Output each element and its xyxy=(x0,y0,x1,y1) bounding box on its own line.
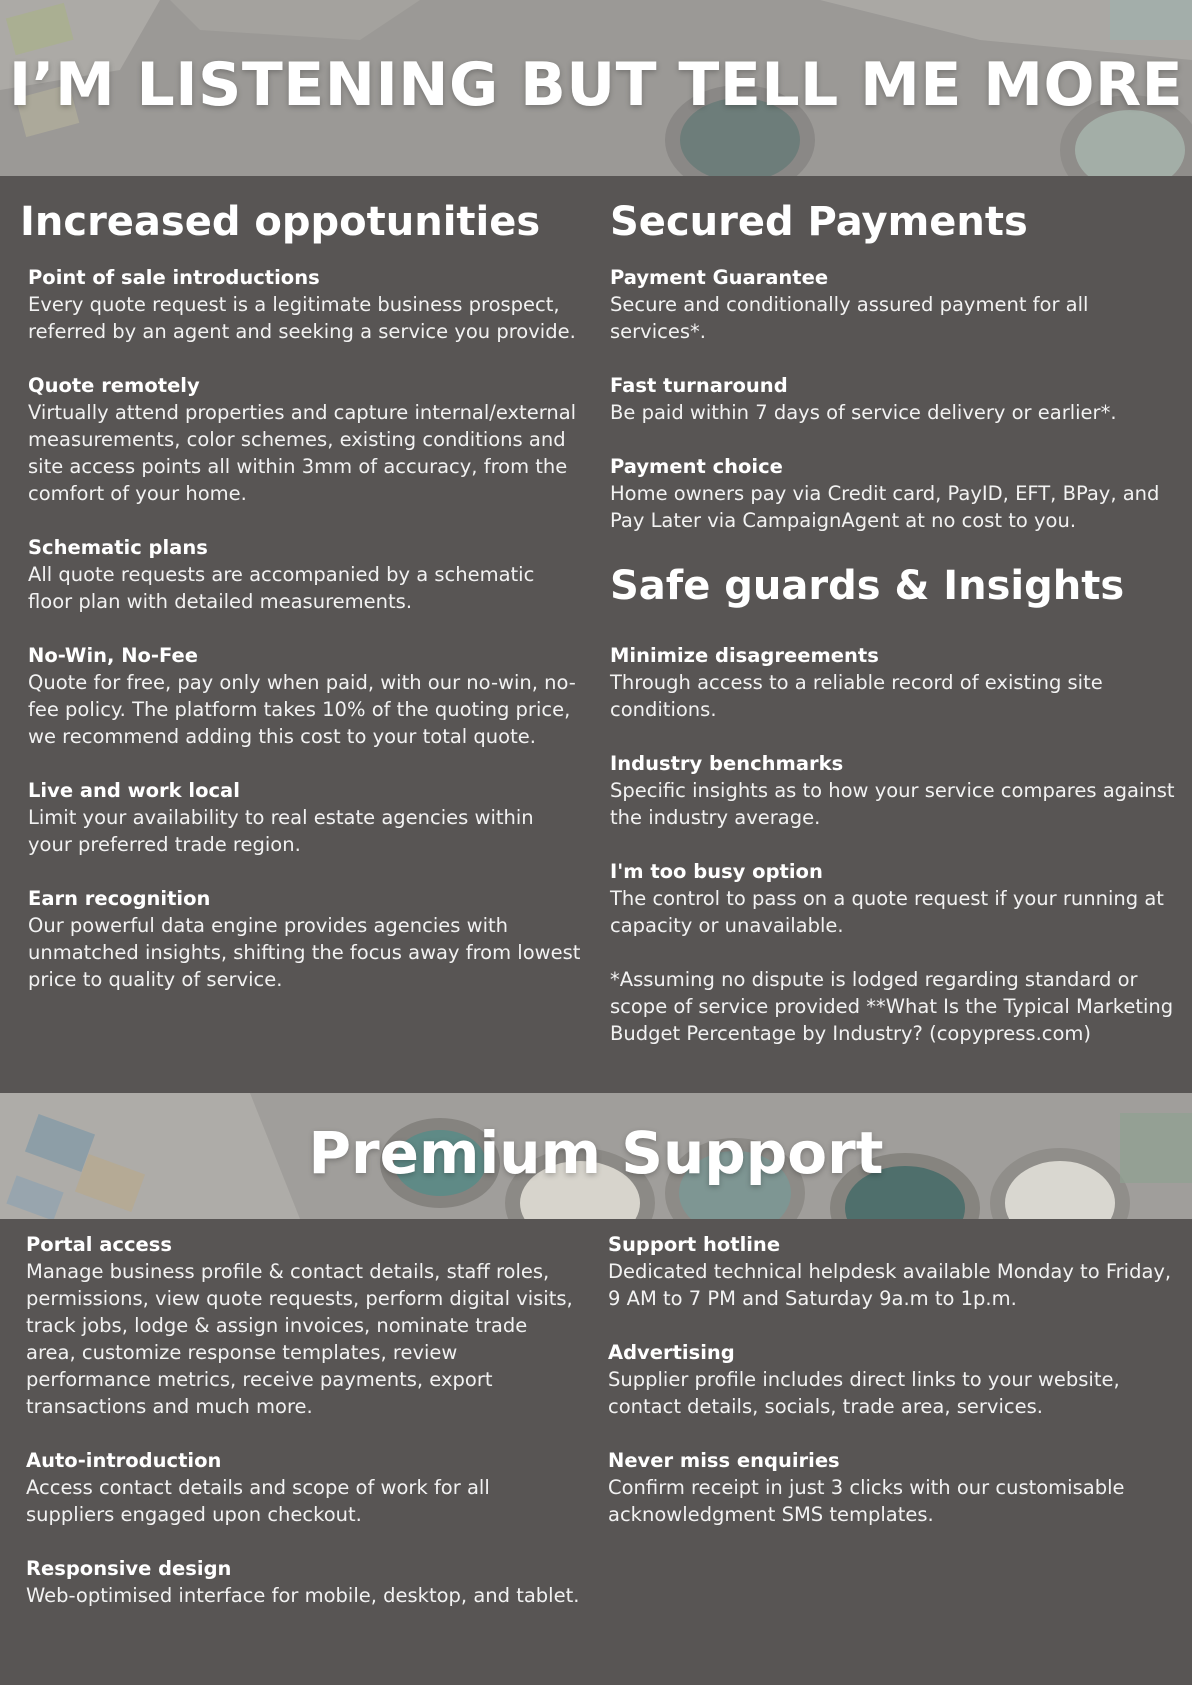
item-text: Supplier profile includes direct links to your website, contact details, socials, trade area, services. xyxy=(608,1368,1120,1418)
list-item xyxy=(28,372,583,507)
item-title: Earn recognition xyxy=(28,887,211,910)
item-text: Web-optimised interface for mobile, desktop, and tablet. xyxy=(26,1584,580,1607)
list-item xyxy=(608,1447,1188,1528)
item-title: Point of sale introductions xyxy=(28,266,320,289)
item-text: Dedicated technical helpdesk available Monday to Friday, 9 AM to 7 PM and Saturday 9a.m to 1p.m. xyxy=(608,1260,1172,1310)
safeguards-list xyxy=(610,642,1190,1047)
item-title: Quote remotely xyxy=(28,374,200,397)
item-text: Be paid within 7 days of service delivery or earlier*. xyxy=(610,401,1117,424)
list-item xyxy=(610,750,1190,831)
list-item xyxy=(608,1339,1188,1420)
list-item xyxy=(26,1447,581,1528)
item-title: Fast turnaround xyxy=(610,374,788,397)
safeguards-heading: Safe guards & Insights xyxy=(610,563,1125,609)
premium-support-right-list xyxy=(608,1231,1188,1555)
list-item xyxy=(610,858,1190,939)
item-title: Schematic plans xyxy=(28,536,208,559)
item-text: Manage business profile & contact details, staff roles, permissions, view quote requests, perform digital visits, track jobs, lodge & assign invoices, nominate trade area, customize response templates, review performance metrics, receive payments, export transactions and much more. xyxy=(26,1260,573,1418)
item-title: Advertising xyxy=(608,1341,735,1364)
item-text: All quote requests are accompanied by a schematic floor plan with detailed measurements. xyxy=(28,563,535,613)
item-title: Responsive design xyxy=(26,1557,232,1580)
list-item xyxy=(28,885,583,993)
list-item xyxy=(610,453,1190,534)
item-text: Secure and conditionally assured payment for all services*. xyxy=(610,293,1089,343)
item-title: I'm too busy option xyxy=(610,860,823,883)
item-title: Industry benchmarks xyxy=(610,752,844,775)
item-text: Every quote request is a legitimate business prospect, referred by an agent and seeking a service you provide. xyxy=(28,293,576,343)
item-text: Home owners pay via Credit card, PayID, EFT, BPay, and Pay Later via CampaignAgent at no cost to you. xyxy=(610,482,1160,532)
item-text: Access contact details and scope of work for all suppliers engaged upon checkout. xyxy=(26,1476,490,1526)
list-item xyxy=(28,264,583,345)
item-title: Live and work local xyxy=(28,779,240,802)
secured-payments-heading: Secured Payments xyxy=(610,199,1028,245)
page-title: I’M LISTENING BUT TELL ME MORE xyxy=(8,50,1184,120)
secured-payments-list xyxy=(610,264,1190,561)
item-title: Never miss enquiries xyxy=(608,1449,840,1472)
item-text: Quote for free, pay only when paid, with our no-win, no-fee policy. The platform takes 10% of the quoting price, we recommend adding this cost to your total quote. xyxy=(28,671,576,748)
list-item xyxy=(26,1555,581,1609)
item-title: No-Win, No-Fee xyxy=(28,644,198,667)
increased-opportunities-list xyxy=(28,264,583,1020)
list-item xyxy=(610,372,1190,426)
item-text: Our powerful data engine provides agencies with unmatched insights, shifting the focus away from lowest price to quality of service. xyxy=(28,914,581,991)
list-item xyxy=(28,642,583,750)
list-item xyxy=(608,1231,1188,1312)
item-text: Virtually attend properties and capture internal/external measurements, color schemes, existing conditions and site access points all within 3mm of accuracy, from the comfort of your home. xyxy=(28,401,577,505)
item-text: Confirm receipt in just 3 clicks with our customisable acknowledgment SMS templates. xyxy=(608,1476,1125,1526)
premium-support-title: Premium Support xyxy=(308,1119,884,1187)
item-title: Minimize disagreements xyxy=(610,644,879,667)
list-item xyxy=(28,534,583,615)
premium-banner xyxy=(0,1093,1192,1219)
item-text: Limit your availability to real estate agencies within your preferred trade region. xyxy=(28,806,534,856)
item-title: Support hotline xyxy=(608,1233,781,1256)
list-item xyxy=(26,1231,581,1420)
item-title: Auto-introduction xyxy=(26,1449,222,1472)
increased-opportunities-heading: Increased oppotunities xyxy=(20,199,541,245)
footnote: *Assuming no dispute is lodged regarding standard or scope of service provided **What Is the Typical Marketing Budget Percentage by Industry? (copypress.com) xyxy=(610,968,1174,1045)
list-item xyxy=(610,642,1190,723)
top-banner xyxy=(0,0,1192,176)
premium-support-left-list xyxy=(26,1231,581,1636)
item-title: Payment Guarantee xyxy=(610,266,829,289)
item-text: The control to pass on a quote request if your running at capacity or unavailable. xyxy=(610,887,1164,937)
item-text: Specific insights as to how your service compares against the industry average. xyxy=(610,779,1175,829)
item-text: Through access to a reliable record of existing site conditions. xyxy=(610,671,1103,721)
item-title: Payment choice xyxy=(610,455,783,478)
item-title: Portal access xyxy=(26,1233,172,1256)
list-item xyxy=(610,264,1190,345)
list-item xyxy=(28,777,583,858)
